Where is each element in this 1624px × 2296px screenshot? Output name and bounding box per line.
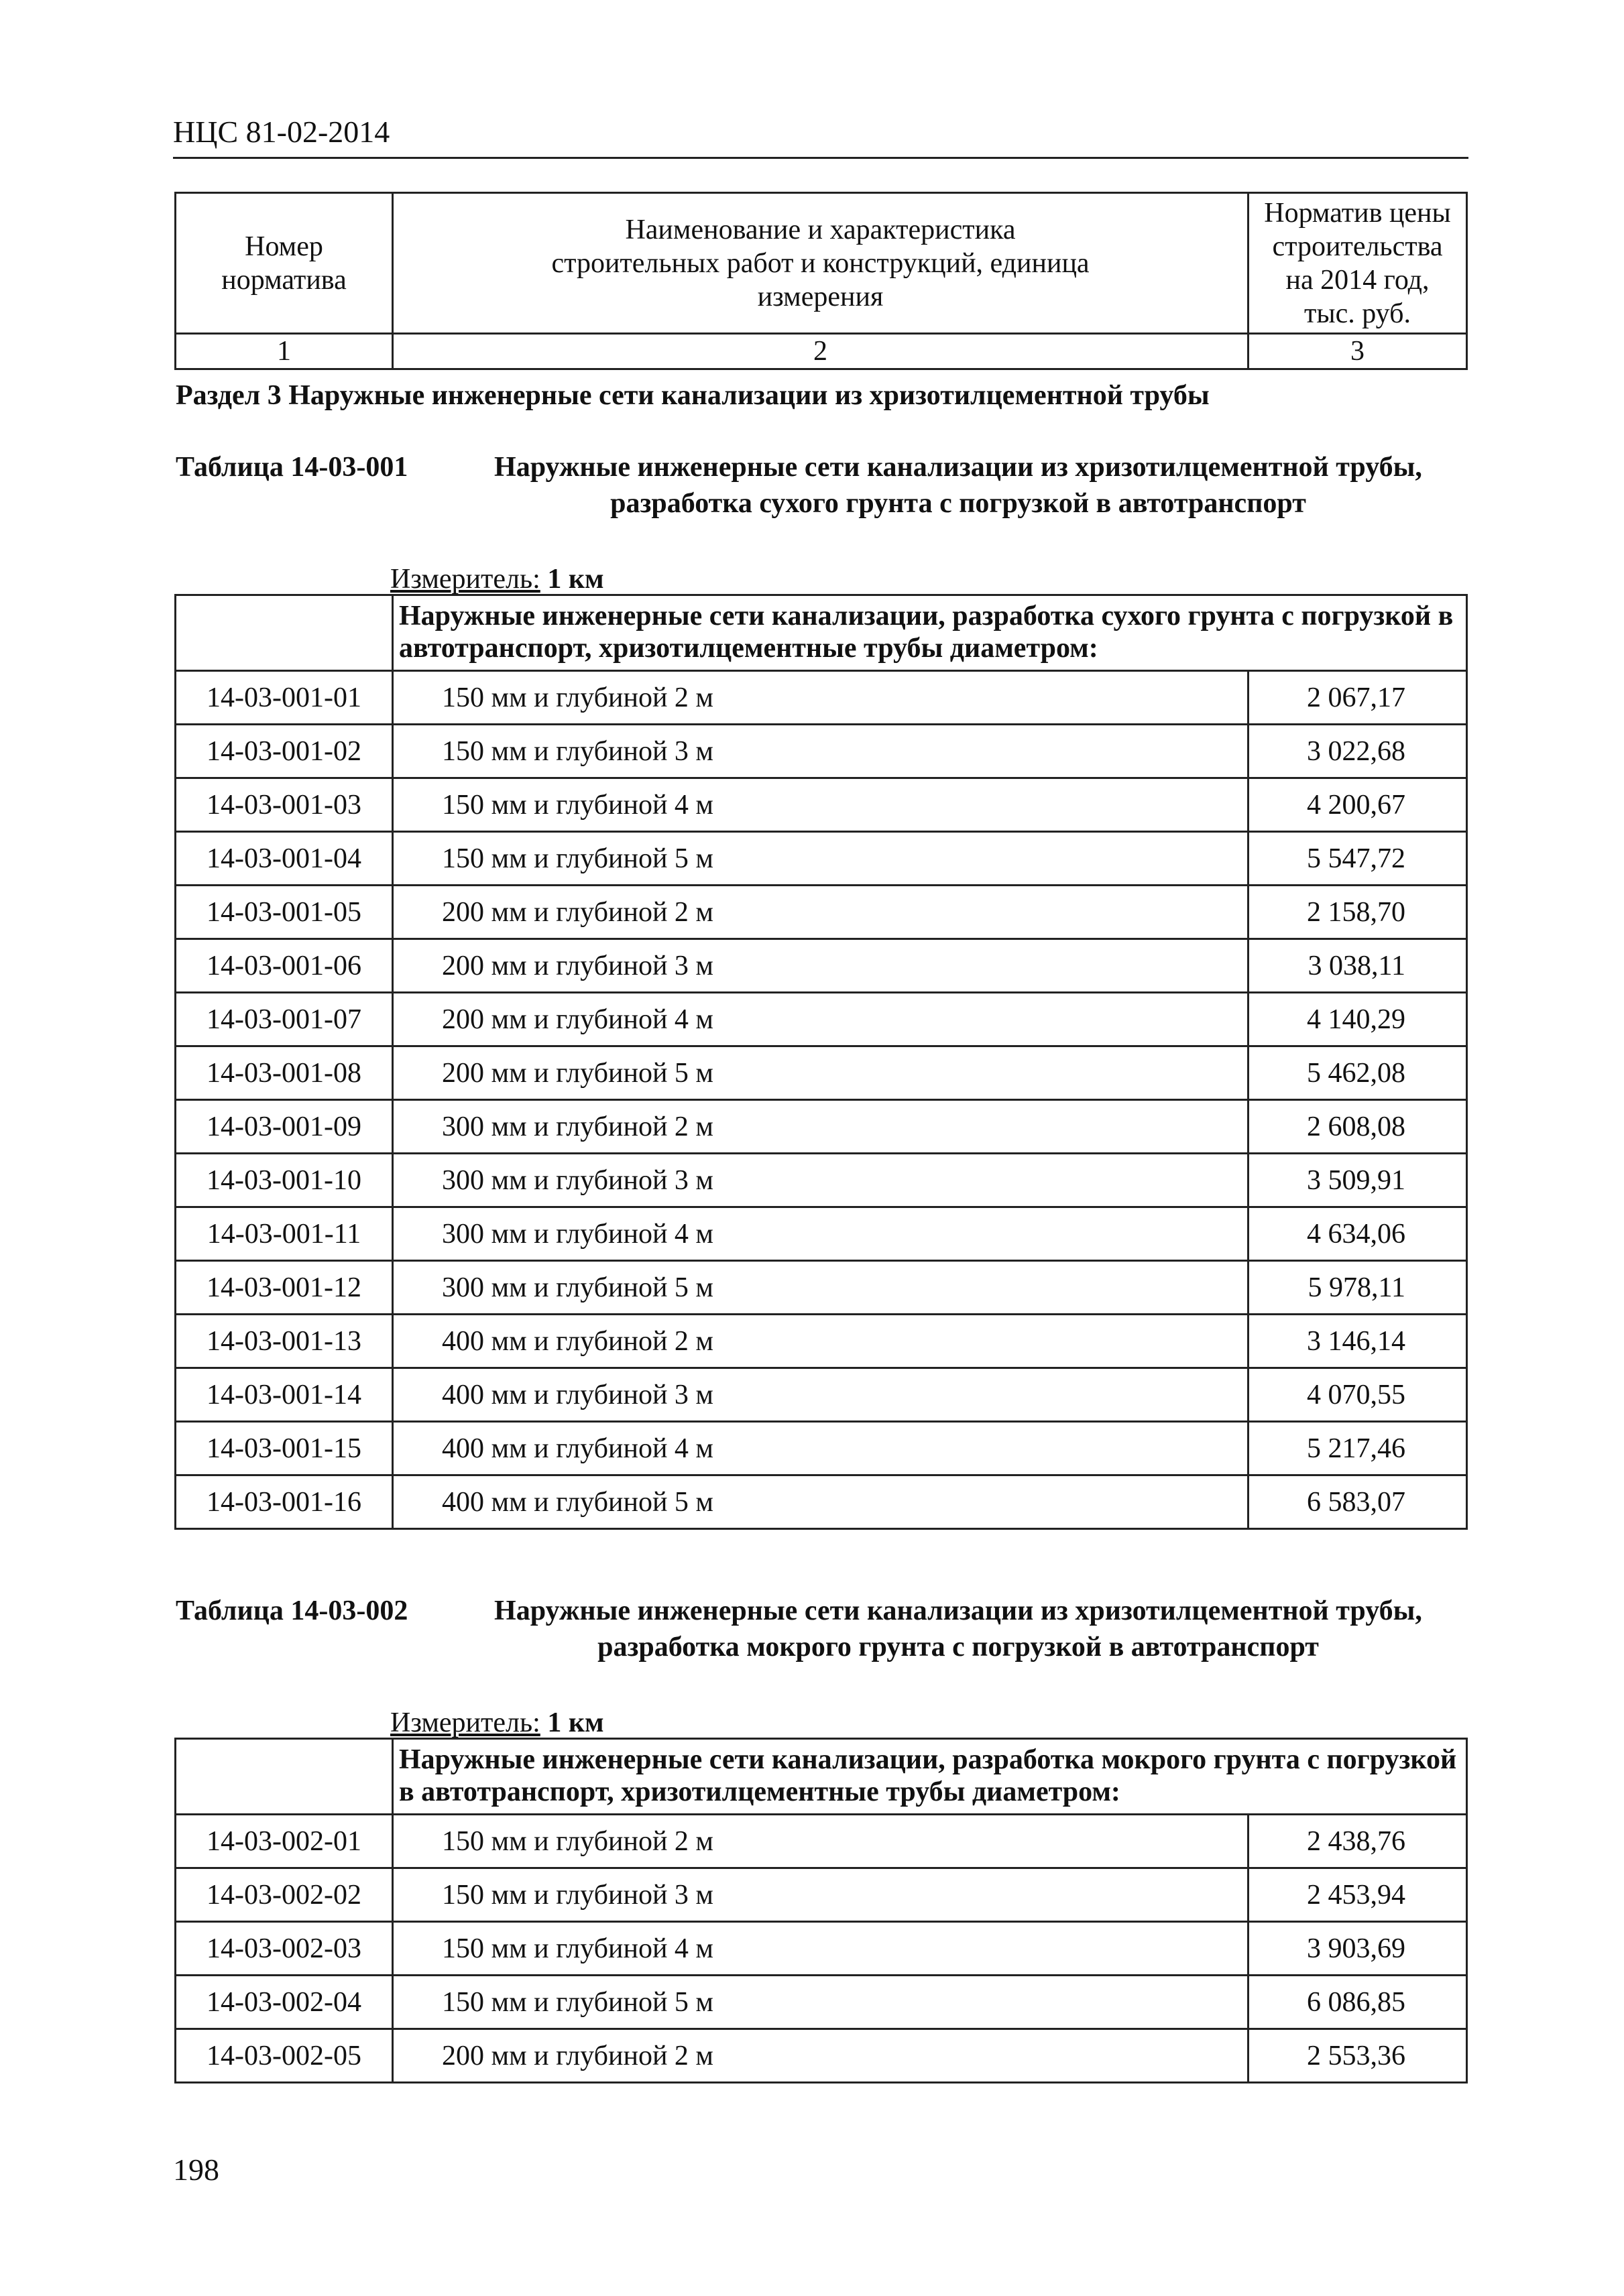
work-name: 150 мм и глубиной 5 м [393,832,1249,886]
work-name: 300 мм и глубиной 4 м [393,1207,1249,1261]
table-row [176,1100,1467,1154]
norm-price: 2 553,36 [1249,2029,1467,2083]
norm-price: 2 608,08 [1249,1100,1467,1154]
table-1-measure-value: 1 км [547,564,604,595]
work-name: 150 мм и глубиной 2 м [393,671,1249,725]
page-number: 198 [173,2153,219,2187]
norm-code: 14-03-002-05 [176,2029,393,2083]
header-num-3: 3 [1249,334,1467,369]
table-row [176,1815,1467,1868]
header-col-number: Номер норматива [176,193,393,334]
work-name: 200 мм и глубиной 2 м [393,886,1249,939]
doc-code: НЦС 81-02-2014 [173,115,390,149]
norm-price: 2 158,70 [1249,886,1467,939]
norm-code: 14-03-001-16 [176,1475,393,1529]
table-2-measure-value: 1 км [547,1707,604,1738]
work-name: 400 мм и глубиной 3 м [393,1368,1249,1422]
page-header [173,109,1468,159]
table-row [176,725,1467,778]
header-col-price: Норматив цены строительства на 2014 год, тыс. руб. [1249,193,1467,334]
table-row [176,1315,1467,1368]
table-2-group-blank [176,1739,393,1815]
header-num-1: 1 [176,334,393,369]
norm-code: 14-03-001-11 [176,1207,393,1261]
table-1-measure [390,563,604,595]
table-row [176,1368,1467,1422]
norm-price: 3 022,68 [1249,725,1467,778]
norm-price: 4 200,67 [1249,778,1467,832]
norm-code: 14-03-002-01 [176,1815,393,1868]
work-name: 300 мм и глубиной 3 м [393,1154,1249,1207]
norm-code: 14-03-002-02 [176,1868,393,1922]
norm-price: 3 509,91 [1249,1154,1467,1207]
norm-price: 3 146,14 [1249,1315,1467,1368]
norm-code: 14-03-001-15 [176,1422,393,1475]
table-row [176,886,1467,939]
norm-code: 14-03-001-03 [176,778,393,832]
work-name: 400 мм и глубиной 2 м [393,1315,1249,1368]
norm-code: 14-03-001-09 [176,1100,393,1154]
section-title: Раздел 3 Наружные инженерные сети канализации из хризотилцементной трубы [176,380,1210,411]
work-name: 200 мм и глубиной 5 м [393,1046,1249,1100]
table-row [176,1207,1467,1261]
header-num-2: 2 [393,334,1249,369]
table-2-group-row [176,1739,1467,1815]
table-2-caption-text: Наружные инженерные сети канализации из хризотилцементной трубы, разработка мокрого грунта с погрузкой в автотранспорт [494,1595,1422,1663]
table-1-caption [176,449,1471,530]
norm-code: 14-03-001-13 [176,1315,393,1368]
norm-price: 5 978,11 [1249,1261,1467,1315]
work-name: 150 мм и глубиной 3 м [393,1868,1249,1922]
header-col-name: Наименование и характеристика строительных работ и конструкций, единица измерения [393,193,1249,334]
table-2-caption [176,1593,1471,1673]
work-name: 200 мм и глубиной 3 м [393,939,1249,993]
table-2-group-header: Наружные инженерные сети канализации, разработка мокрого грунта с погрузкой в автотранспорт, хризотилцементные трубы диаметром: [393,1739,1467,1815]
table-row [176,1976,1467,2029]
norm-price: 4 070,55 [1249,1368,1467,1422]
table-2-label: Таблица 14-03-002 [176,1595,408,1626]
table-row [176,1422,1467,1475]
table-row [176,1261,1467,1315]
table-1-group-header: Наружные инженерные сети канализации, разработка сухого грунта с погрузкой в автотранспорт, хризотилцементные трубы диаметром: [393,595,1467,671]
norm-code: 14-03-001-06 [176,939,393,993]
table-1-caption-text: Наружные инженерные сети канализации из хризотилцементной трубы, разработка сухого грунта с погрузкой в автотранспорт [494,452,1422,519]
work-name: 300 мм и глубиной 2 м [393,1100,1249,1154]
table-2-measure [390,1707,604,1739]
norm-price: 6 583,07 [1249,1475,1467,1529]
table-1-measure-label: Измеритель: [390,564,540,595]
table-row [176,1046,1467,1100]
work-name: 200 мм и глубиной 2 м [393,2029,1249,2083]
table-row [176,778,1467,832]
norm-price: 2 438,76 [1249,1815,1467,1868]
norm-code: 14-03-001-04 [176,832,393,886]
work-name: 150 мм и глубиной 2 м [393,1815,1249,1868]
norm-price: 3 903,69 [1249,1922,1467,1976]
norm-code: 14-03-001-12 [176,1261,393,1315]
work-name: 150 мм и глубиной 4 м [393,778,1249,832]
norm-price: 5 462,08 [1249,1046,1467,1100]
norm-code: 14-03-001-14 [176,1368,393,1422]
table-1-group-row [176,595,1467,671]
norm-price: 6 086,85 [1249,1976,1467,2029]
table-1-label: Таблица 14-03-001 [176,452,408,483]
work-name: 150 мм и глубиной 4 м [393,1922,1249,1976]
work-name: 150 мм и глубиной 3 м [393,725,1249,778]
norm-price: 4 634,06 [1249,1207,1467,1261]
norm-price: 2 067,17 [1249,671,1467,725]
work-name: 400 мм и глубиной 5 м [393,1475,1249,1529]
table-1 [174,594,1468,1530]
norm-code: 14-03-001-05 [176,886,393,939]
table-row [176,1868,1467,1922]
table-2 [174,1738,1468,2083]
table-row [176,832,1467,886]
table-row [176,2029,1467,2083]
table-row [176,939,1467,993]
norm-price: 4 140,29 [1249,993,1467,1046]
table-1-group-blank [176,595,393,671]
norm-price: 3 038,11 [1249,939,1467,993]
norm-code: 14-03-001-08 [176,1046,393,1100]
table-2-measure-label: Измеритель: [390,1707,540,1738]
norm-code: 14-03-001-07 [176,993,393,1046]
table-row [176,1475,1467,1529]
work-name: 400 мм и глубиной 4 м [393,1422,1249,1475]
norm-code: 14-03-002-03 [176,1922,393,1976]
column-header-table [174,192,1468,370]
norm-code: 14-03-001-02 [176,725,393,778]
table-row [176,993,1467,1046]
table-row [176,1154,1467,1207]
norm-code: 14-03-001-01 [176,671,393,725]
table-row [176,1922,1467,1976]
norm-code: 14-03-002-04 [176,1976,393,2029]
norm-price: 5 547,72 [1249,832,1467,886]
work-name: 200 мм и глубиной 4 м [393,993,1249,1046]
norm-code: 14-03-001-10 [176,1154,393,1207]
table-row [176,671,1467,725]
work-name: 150 мм и глубиной 5 м [393,1976,1249,2029]
norm-price: 5 217,46 [1249,1422,1467,1475]
norm-price: 2 453,94 [1249,1868,1467,1922]
work-name: 300 мм и глубиной 5 м [393,1261,1249,1315]
